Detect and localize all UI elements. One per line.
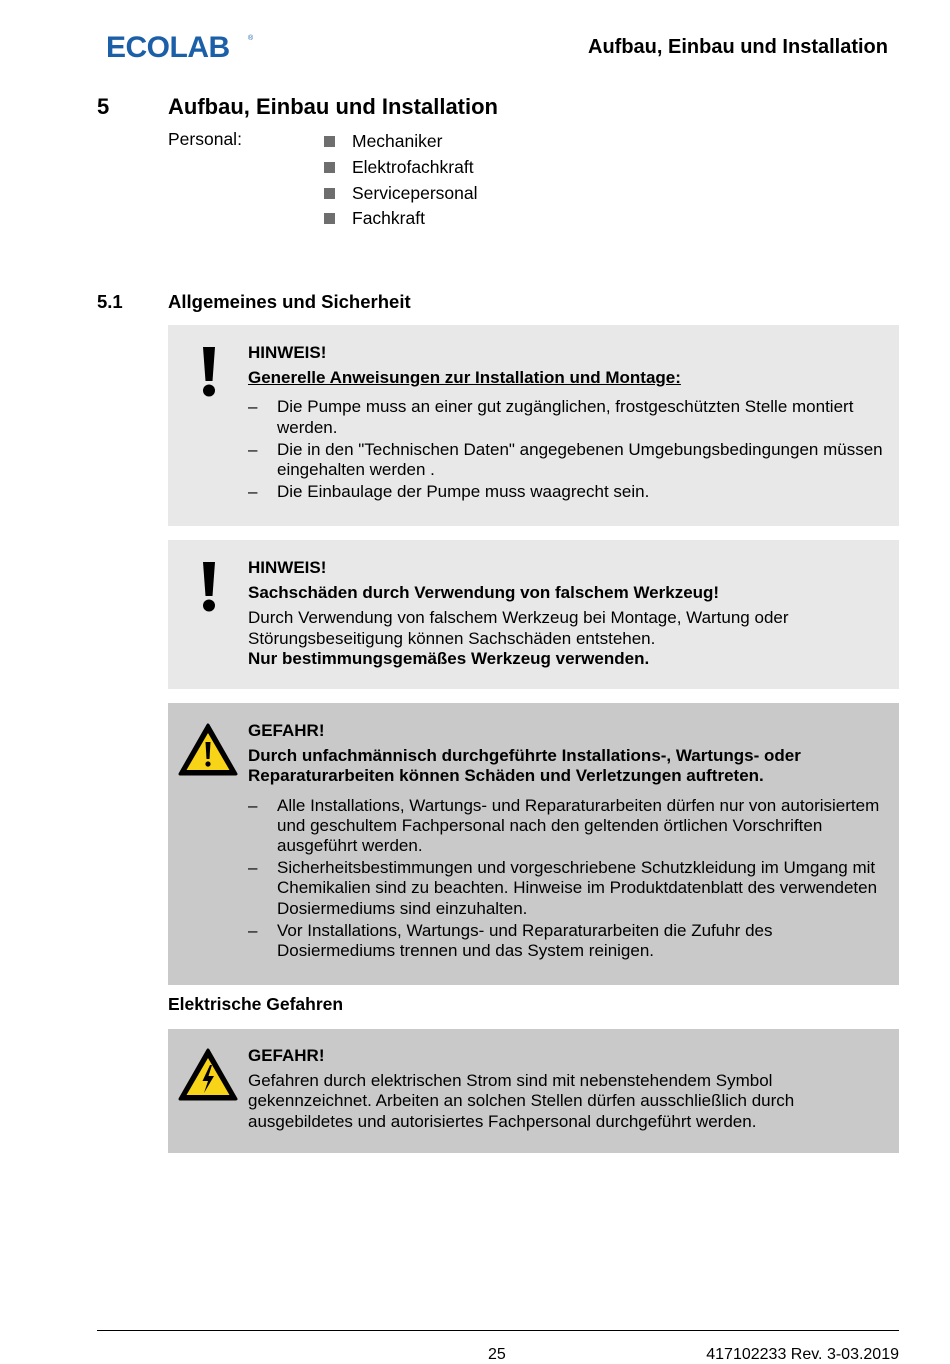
subsection-number: 5.1 <box>97 291 123 312</box>
square-bullet-icon <box>324 188 335 199</box>
footer-divider <box>97 1330 899 1331</box>
danger-keyword: GEFAHR! <box>248 1046 325 1065</box>
danger-heading: Durch unfachmännisch durchgeführte Installations-, Wartungs- oder Reparaturarbeiten können Schäden und Verletzungen auftreten. <box>248 746 801 786</box>
list-item: Elektrofachkraft <box>324 155 477 181</box>
notice-action: Nur bestimmungsgemäßes Werkzeug verwenden. <box>248 648 650 668</box>
page-number: 25 <box>488 1346 506 1363</box>
notice-box-tools <box>168 540 899 689</box>
section-number: 5 <box>97 94 110 119</box>
notice-keyword: HINWEIS! <box>248 343 327 362</box>
list-item: Mechaniker <box>324 129 477 155</box>
personal-list <box>324 129 477 232</box>
section-title: Aufbau, Einbau und Installation <box>168 94 498 119</box>
electrical-heading: Elektrische Gefahren <box>168 994 344 1014</box>
ecolab-logo <box>106 30 256 62</box>
list-item: Fachkraft <box>324 206 477 232</box>
list-item: Servicepersonal <box>324 180 477 206</box>
list-item: – Die in den "Technischen Daten" angegebenen Umgebungsbedingungen müssen eingehalten werden . <box>248 440 885 480</box>
exclamation-icon <box>202 562 216 612</box>
notice-text: Durch Verwendung von falschem Werkzeug bei Montage, Wartung oder Störungsbeseitigung können Sachschäden entstehen. <box>248 608 789 648</box>
notice-list <box>248 397 885 502</box>
notice-box-installation <box>168 325 899 526</box>
header-title: Aufbau, Einbau und Installation <box>588 36 888 58</box>
square-bullet-icon <box>324 213 335 224</box>
danger-box-installation <box>168 703 899 985</box>
warning-triangle-icon <box>178 723 238 777</box>
danger-keyword: GEFAHR! <box>248 721 325 740</box>
electrical-hazard-icon <box>178 1048 238 1102</box>
list-item: – Die Pumpe muss an einer gut zugänglichen, frostgeschützten Stelle montiert werden. <box>248 397 885 437</box>
danger-text: Gefahren durch elektrischen Strom sind mit nebenstehendem Symbol gekennzeichnet. Arbeiten an solchen Stellen dürfen ausschließlich durch ausgebildetes und autorisiertes Fachpersonal durchgeführt werden. <box>248 1071 795 1131</box>
list-item: – Sicherheitsbestimmungen und vorgeschriebene Schutzkleidung im Umgang mit Chemikalien sind zu beachten. Hinweise im Produktdatenblatt des verwendeten Dosiermediums sind einzuhalten. <box>248 858 885 919</box>
square-bullet-icon <box>324 162 335 173</box>
document-id: 417102233 Rev. 3-03.2019 <box>706 1346 899 1363</box>
svg-text:®: ® <box>248 35 254 42</box>
square-bullet-icon <box>324 136 335 147</box>
list-item: – Vor Installations, Wartungs- und Reparaturarbeiten die Zufuhr des Dosiermediums trennen und das System reinigen. <box>248 921 885 961</box>
list-item: – Alle Installations, Wartungs- und Reparaturarbeiten dürfen nur von autorisiertem und geschultem Fachpersonal nach den geltenden örtlichen Vorschriften ausgeführt werden. <box>248 796 885 857</box>
notice-heading: Sachschäden durch Verwendung von falschem Werkzeug! <box>248 583 720 603</box>
exclamation-icon <box>202 347 216 397</box>
notice-keyword: HINWEIS! <box>248 558 327 577</box>
notice-heading: Generelle Anweisungen zur Installation und Montage: <box>248 368 681 388</box>
list-item: – Die Einbaulage der Pumpe muss waagrecht sein. <box>248 482 885 502</box>
subsection-title: Allgemeines und Sicherheit <box>168 291 411 312</box>
danger-list <box>248 796 885 962</box>
danger-box-electrical <box>168 1029 899 1153</box>
personal-label: Personal: <box>168 129 242 149</box>
logo-text: ECOLAB <box>106 31 230 62</box>
